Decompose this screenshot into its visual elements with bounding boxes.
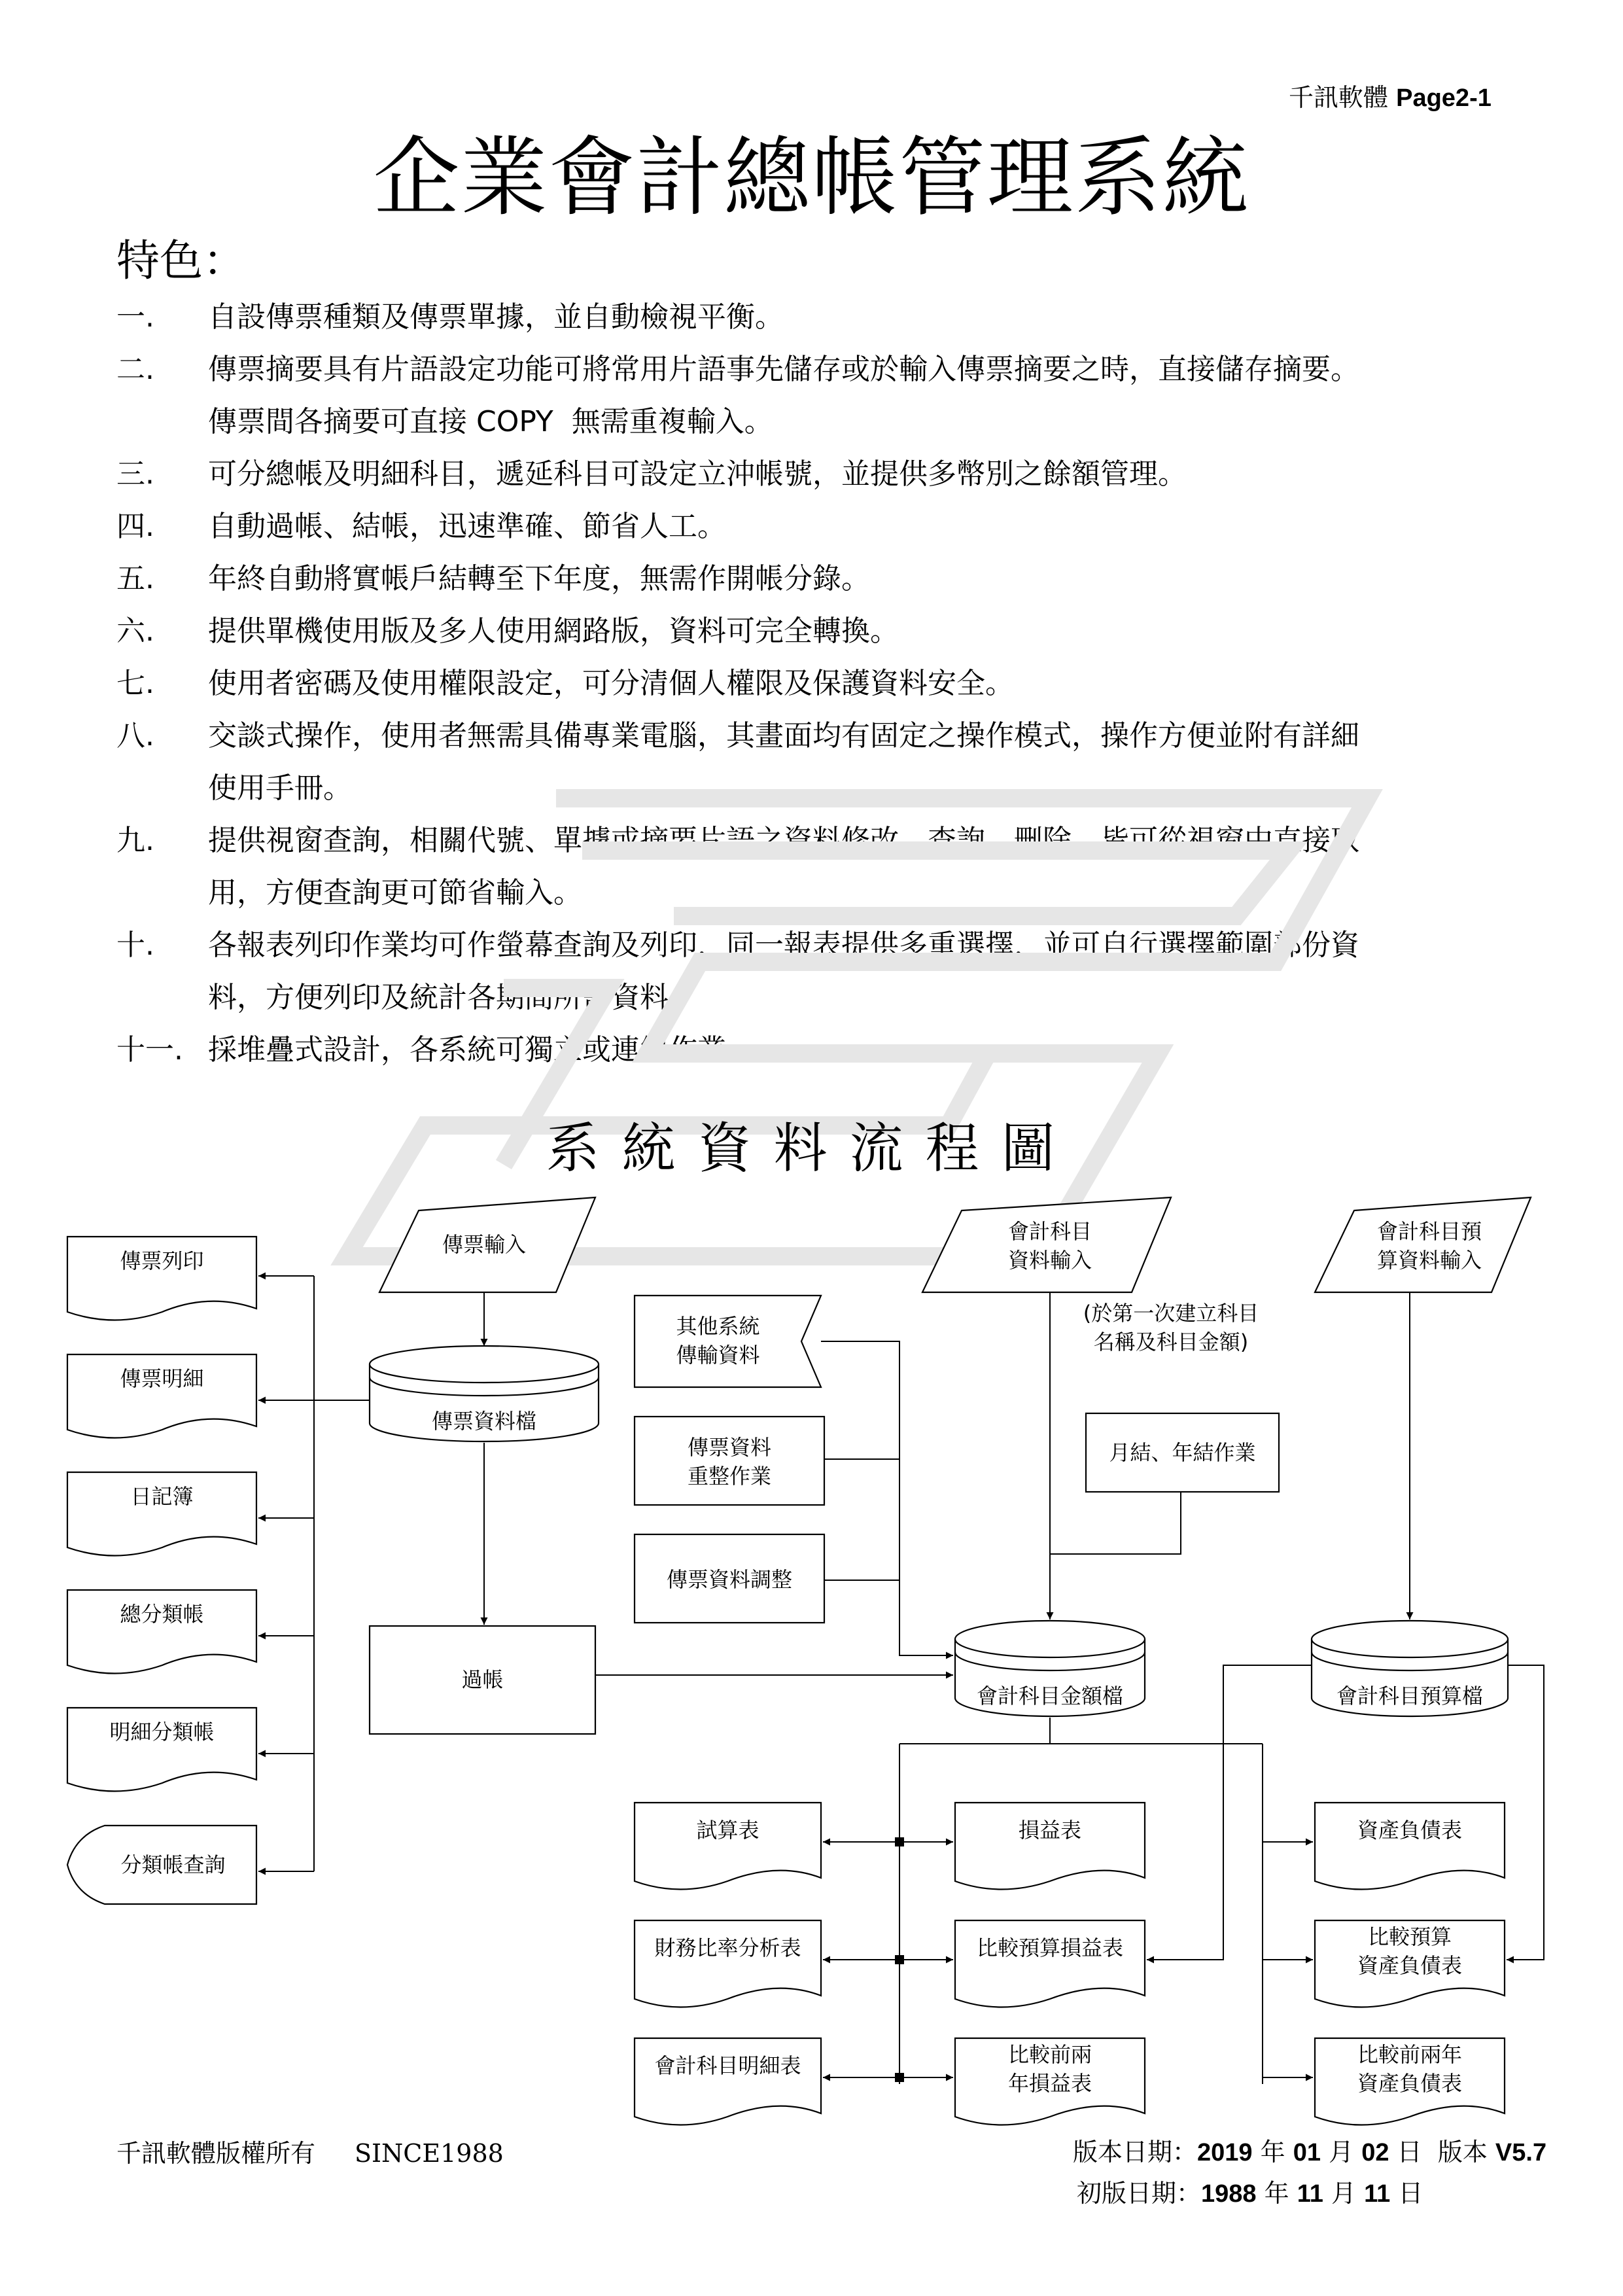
trial-balance-label: 試算表: [696, 1818, 759, 1843]
other-system-line1: 其他系統: [676, 1314, 760, 1339]
journal-label: 日記簿: [130, 1484, 194, 1509]
account-note-line1: (於第一次建立科目: [1083, 1301, 1259, 1326]
budget-input-line1: 會計科目預: [1376, 1219, 1482, 1244]
feature-number: 三.: [116, 457, 154, 491]
page-title: 企業會計總帳管理系統: [373, 128, 1250, 228]
account-note-line2: 名稱及科目金額): [1093, 1330, 1249, 1354]
feature-line: 用，方便查詢更可節省輸入。: [208, 876, 582, 910]
posting-label: 過帳: [461, 1667, 504, 1692]
detail-ledger-label: 明細分類帳: [109, 1720, 215, 1744]
feature-number: 八.: [116, 719, 154, 752]
voucher-detail-label: 傳票明細: [120, 1366, 204, 1391]
copyright-text: 千訊軟體版權所有: [116, 2139, 316, 2168]
feature-line: 可分總帳及明細科目，遞延科目可設定立沖帳號，並提供多幣別之餘額管理。: [208, 457, 1187, 491]
voucher-print-label: 傳票列印: [120, 1248, 204, 1273]
feature-line: 料，方便列印及統計各期間所需資料。: [208, 981, 697, 1014]
first-day-unit: 日: [1398, 2179, 1423, 2208]
first-year: 1988: [1201, 2180, 1257, 2208]
two-year-balance-line2: 資產負債表: [1357, 2071, 1462, 2096]
footer-copyright: [116, 2133, 504, 2169]
voucher-input-label: 傳票輸入: [442, 1232, 526, 1257]
account-note-label: [1040, 1299, 1302, 1356]
version-day: 02: [1361, 2139, 1389, 2166]
feature-number: 六.: [116, 614, 154, 648]
version-date-label: 版本日期：: [1073, 2138, 1198, 2166]
two-year-income-label: [955, 2040, 1145, 2098]
version-label: 版本: [1437, 2138, 1488, 2166]
feature-number: 一.: [116, 300, 154, 334]
reorg-line2: 重整作業: [687, 1464, 771, 1489]
income-statement-label: 損益表: [1018, 1818, 1081, 1843]
feature-line: 使用手冊。: [208, 771, 352, 805]
month-unit: 月: [1329, 2138, 1354, 2166]
day-unit: 日: [1397, 2138, 1422, 2166]
feature-number: 五.: [116, 562, 154, 595]
account-input-label: [942, 1217, 1158, 1275]
general-ledger-label: 總分類帳: [120, 1602, 204, 1627]
feature-line: 各報表列印作業均可作螢幕查詢及列印，同一報表提供多重選擇，並可自行選擇範圍部份資: [208, 928, 1359, 962]
account-input-line1: 會計科目: [1007, 1219, 1092, 1244]
feature-line: 提供單機使用版及多人使用網路版，資料可完全轉換。: [208, 614, 899, 648]
other-system-label: [635, 1312, 801, 1369]
feature-line: 使用者密碼及使用權限設定，可分清個人權限及保護資料安全。: [208, 667, 1014, 700]
two-year-balance-line1: 比較前兩年: [1357, 2042, 1462, 2067]
budget-balance-line2: 資產負債表: [1357, 1953, 1462, 1978]
feature-line: 年終自動將實帳戶結轉至下年度，無需作開帳分錄。: [208, 562, 870, 595]
company-tag: 千訊軟體: [1289, 83, 1389, 112]
feature-number: 二.: [116, 353, 154, 386]
feature-line: 提供視窗查詢，相關代號、單據或摘要片語之資料修改、查詢、刪除，皆可從視窗中直接取: [208, 824, 1359, 857]
feature-line: 傳票摘要具有片語設定功能可將常用片語事先儲存或於輸入傳票摘要之時，直接儲存摘要。: [208, 353, 1359, 386]
account-input-line2: 資料輸入: [1007, 1248, 1092, 1273]
reorg-label: [635, 1433, 824, 1491]
flowchart-title: 系統資料流程圖: [546, 1118, 1077, 1180]
budget-input-label: [1335, 1217, 1524, 1275]
feature-line: 自動過帳、結帳，迅速準確、節省人工。: [208, 510, 726, 543]
version-month: 01: [1293, 2139, 1321, 2166]
two-year-income-line1: 比較前兩: [1007, 2042, 1092, 2067]
page-number: Page2-1: [1396, 84, 1492, 112]
first-day: 11: [1364, 2180, 1391, 2208]
ratio-analysis-label: 財務比率分析表: [654, 1935, 801, 1960]
version-year: 2019: [1197, 2139, 1253, 2166]
feature-line: 採堆疊式設計，各系統可獨立或連線作業。: [208, 1033, 755, 1067]
reorg-line1: 傳票資料: [687, 1435, 771, 1460]
first-year-unit: 年: [1264, 2179, 1289, 2208]
feature-line: 傳票間各摘要可直接 COPY 無需重複輸入。: [208, 405, 773, 438]
first-date-label: 初版日期：: [1077, 2179, 1202, 2208]
version-number: V5.7: [1495, 2139, 1547, 2166]
two-year-income-line2: 年損益表: [1007, 2071, 1092, 2096]
first-date-line: [1073, 2173, 1546, 2214]
budget-income-label: 比較預算損益表: [976, 1935, 1123, 1960]
feature-line: 交談式操作，使用者無需具備專業電腦，其畫面均有固定之操作模式，操作方便並附有詳細: [208, 719, 1359, 752]
amount-file-label: 會計科目金額檔: [976, 1684, 1123, 1708]
features-heading: 特色：: [116, 236, 246, 286]
since-text: SINCE1988: [355, 2139, 504, 2168]
voucher-adjust-label: 傳票資料調整: [666, 1567, 792, 1592]
footer-dates: [1073, 2132, 1546, 2214]
budget-input-line2: 算資料輸入: [1376, 1248, 1482, 1273]
feature-number: 十.: [116, 928, 154, 962]
ledger-query-label: 分類帳查詢: [120, 1852, 226, 1877]
budget-file-label: 會計科目預算檔: [1336, 1684, 1483, 1708]
other-system-line2: 傳輸資料: [676, 1343, 760, 1368]
feature-number: 七.: [116, 667, 154, 700]
year-unit: 年: [1260, 2138, 1285, 2166]
balance-sheet-label: 資產負債表: [1357, 1818, 1462, 1843]
account-detail-label: 會計科目明細表: [654, 2053, 801, 2078]
feature-number: 十一.: [116, 1033, 183, 1067]
feature-line: 自設傳票種類及傳票單據，並自動檢視平衡。: [208, 300, 784, 334]
month-year-close-label: 月結、年結作業: [1109, 1440, 1256, 1465]
feature-number: 九.: [116, 824, 154, 857]
voucher-file-label: 傳票資料檔: [431, 1409, 536, 1434]
first-month-unit: 月: [1331, 2179, 1357, 2208]
first-month: 11: [1297, 2180, 1323, 2208]
budget-balance-label: [1315, 1922, 1505, 1980]
version-date-line: [1073, 2132, 1546, 2173]
budget-balance-line1: 比較預算: [1367, 1924, 1452, 1949]
two-year-balance-label: [1315, 2040, 1505, 2098]
feature-number: 四.: [116, 510, 154, 543]
